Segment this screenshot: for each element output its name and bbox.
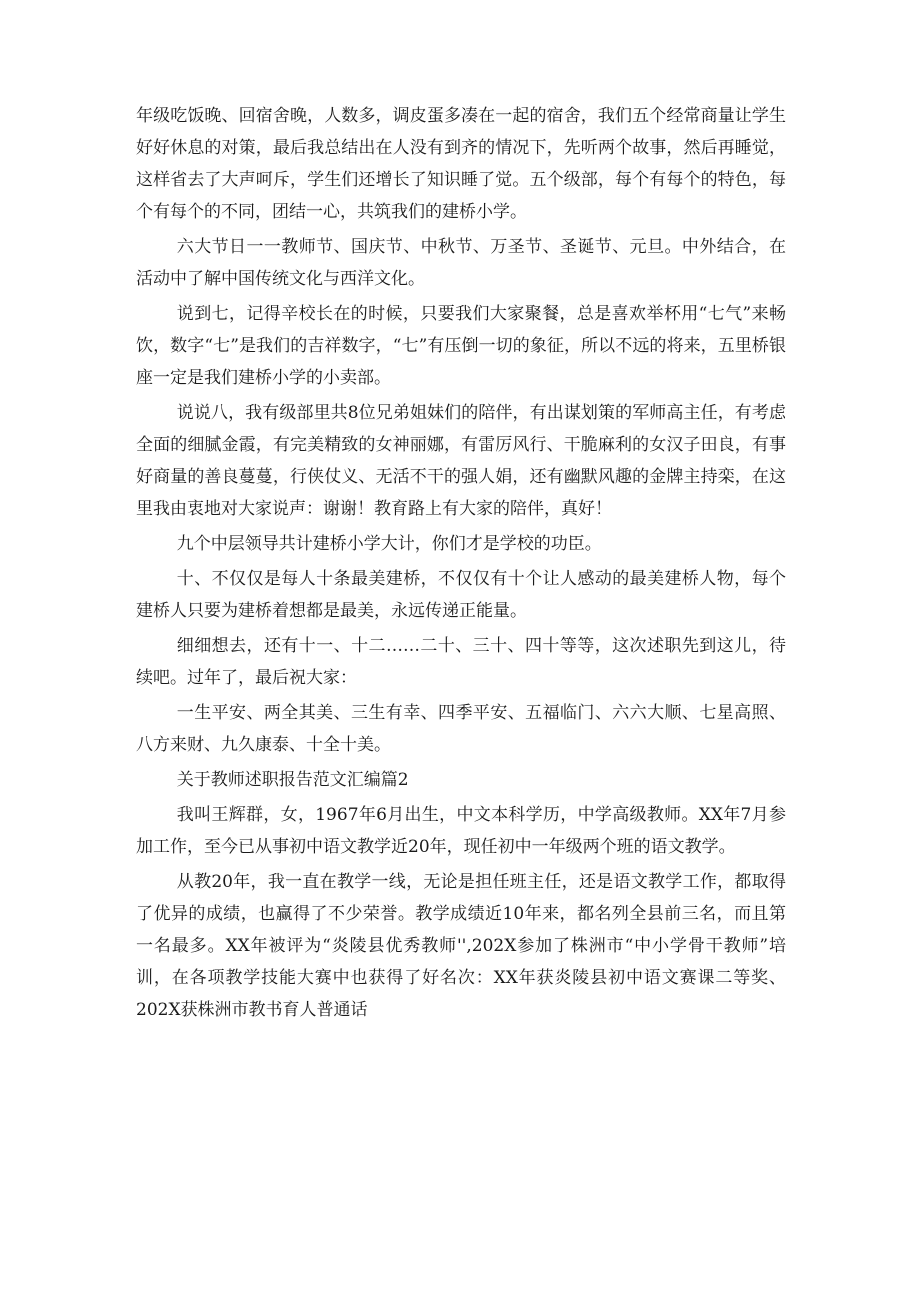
paragraph-nine: 九个中层领导共计建桥小学大计，你们才是学校的功臣。 [176, 534, 602, 554]
paragraph-eight: 说说八，我有级部里共8位兄弟姐妹们的陪伴，有出谋划策的军师高主任，有考虑全面的细腻金霞，有完美精致的女神丽娜，有雷厉风行、干脆麻利的女汉子田良，有事好商量的善良蔓蔓，行侠仗义、无活不干的强人娟，还有幽默风趣的金牌主持栾，在这里我由衷地对大家说声：谢谢！教育路上有大家的陪伴，真好！ [136, 403, 786, 519]
paragraph-introduction: 我叫王辉群，女，1967年6月出生，中文本科学历，中学高级教师。XX年7月参加工作，至今已从事初中语文教学近20年，现任初中一年级两个班的语文教学。 [136, 805, 786, 857]
paragraph-achievements: 从教20年，我一直在教学一线，无论是担任班主任，还是语文教学工作，都取得了优异的成绩，也赢得了不少荣誉。教学成绩近10年来，都名列全县前三名，而且第一名最多。XX年被评为“炎陵县优秀教师'',202X参加了株洲市“中小学骨干教师”培训，在各项教学技能大赛中也获得了好名次：XX年获炎陵县初中语文赛课二等奖、202X获株洲市教书育人普通话 [136, 872, 786, 1020]
paragraph-dormitory: 年级吃饭晚、回宿舍晚，人数多，调皮蛋多凑在一起的宿舍，我们五个经常商量让学生好好休息的对策，最后我总结出在人没有到齐的情况下，先听两个故事，然后再睡觉，这样省去了大声呵斥，学生们还增长了知识睡了觉。五个级部，每个有每个的特色，每个有每个的不同，团结一心，共筑我们的建桥小学。 [136, 106, 786, 222]
section-heading: 关于教师述职报告范文汇编篇2 [176, 770, 409, 790]
paragraph-ten: 十、不仅仅是每人十条最美建桥，不仅仅有十个让人感动的最美建桥人物，每个建桥人只要为建桥着想都是最美，永远传递正能量。 [136, 569, 786, 621]
document-body [136, 100, 786, 1029]
paragraph-closing: 细细想去，还有十一、十二……二十、三十、四十等等，这次述职先到这儿，待续吧。过年了，最后祝大家： [136, 636, 786, 688]
paragraph-six-festivals: 六大节日一一教师节、国庆节、中秋节、万圣节、圣诞节、元旦。中外结合，在活动中了解中国传统文化与西洋文化。 [136, 237, 786, 289]
paragraph-seven: 说到七，记得辛校长在的时候，只要我们大家聚餐，总是喜欢举杯用“七气”来畅饮，数字“七”是我们的吉祥数字，“七”有压倒一切的象征，所以不远的将来，五里桥银座一定是我们建桥小学的小卖部。 [136, 304, 786, 388]
paragraph-blessings: 一生平安、两全其美、三生有幸、四季平安、五福临门、六六大顺、七星高照、八方来财、九久康泰、十全十美。 [136, 703, 786, 755]
